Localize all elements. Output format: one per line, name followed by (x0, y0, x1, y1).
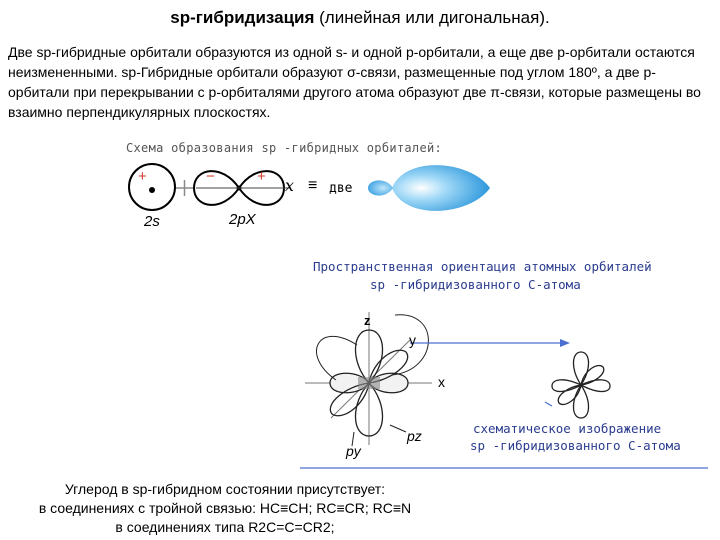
spatial-title-line2: sp -гибридизованного C-атома (370, 277, 581, 292)
label-pz: pz (407, 428, 422, 444)
axis-y-label: y (409, 332, 416, 348)
label-2px: 2pX (229, 211, 256, 228)
intro-paragraph: Две sp-гибридные орбитали образуются из одной s- и одной p-орбитали, а еще две p-орбитали остаются неизмененными. sp-Гибридные орбитали образуют σ-связи, размещенные под углом 180º, а две p-орбитали при перекрывании с p-орбиталями другого атома образуют две π-связи, которые размещены во взаимно перпендикулярных плоскостях. (8, 44, 701, 120)
scheme-axis-x: x (285, 176, 295, 195)
axis-x-label: x (438, 374, 445, 390)
schematic-orbital (552, 352, 610, 418)
title-bold: sp-гибридизация (170, 8, 315, 27)
bottom-line1: Углерод в sp-гибридном состоянии присутствует: (64, 481, 386, 497)
s-orbital-nucleus (149, 187, 155, 193)
sp-hybrid-small-lobe (368, 180, 393, 195)
bottom-line2: в соединениях с тройной связью: HC≡CH; RC≡CR; RC≡N (38, 500, 412, 516)
sp-hybrid-big-lobe (392, 165, 490, 211)
title-rest: (линейная или дигональная). (314, 8, 550, 27)
scheme-caption: Схема образования sp -гибридных орбиталей: (126, 141, 443, 155)
schematic-title-line1: схематическое изображение (473, 421, 662, 436)
label-py: py (346, 443, 361, 459)
bottom-line3: в соединениях типа R2C=C=CR2; (115, 519, 335, 535)
p-minus-sign: − (206, 168, 215, 185)
equiv-sign: ≡ (308, 177, 318, 194)
label-2s: 2s (144, 213, 160, 230)
axis-z-label: z (364, 313, 371, 328)
p-plus-sign: + (257, 168, 266, 185)
dve-label: две (329, 181, 353, 196)
schematic-title-line2: sp -гибридизованного C-атома (470, 438, 681, 453)
spatial-title-line1: Пространственная ориентация атомных орбиталей (313, 259, 652, 274)
s-plus-sign: + (138, 168, 147, 185)
